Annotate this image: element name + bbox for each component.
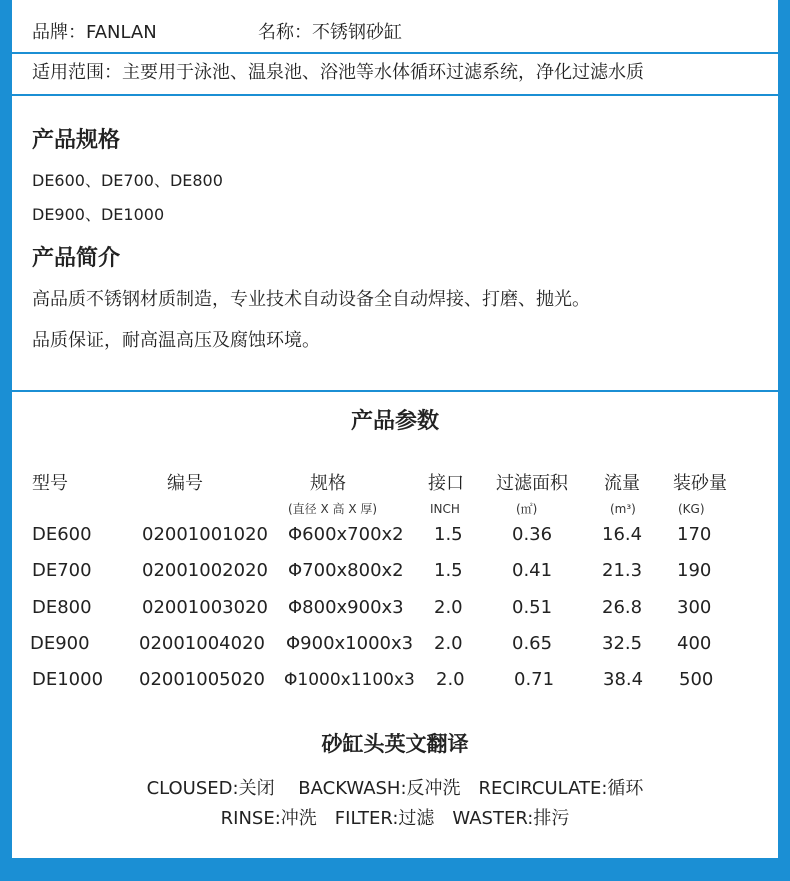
scope-text: 适用范围：主要用于泳池、温泉池、浴池等水体循环过滤系统，净化过滤水质 bbox=[32, 62, 644, 83]
table-cell: 1.5 bbox=[434, 524, 463, 545]
table-cell: 0.65 bbox=[512, 633, 553, 654]
table-cell: 0.36 bbox=[512, 524, 553, 545]
header-spec: 规格 bbox=[310, 473, 346, 494]
table-cell: 0.71 bbox=[514, 669, 555, 690]
table-cell: 500 bbox=[679, 669, 714, 690]
table-cell: 0.51 bbox=[512, 597, 553, 618]
table-cell: 2.0 bbox=[436, 669, 465, 690]
table-cell: 02001005020 bbox=[139, 669, 265, 690]
subheader-spec: (直径 X 高 X 厚) bbox=[288, 502, 378, 516]
product-sheet bbox=[12, 0, 778, 858]
params-title: 产品参数 bbox=[350, 409, 439, 434]
header-model: 型号 bbox=[32, 473, 68, 494]
header-port: 接口 bbox=[428, 473, 464, 494]
table-cell: 400 bbox=[677, 633, 712, 654]
intro-title: 产品简介 bbox=[32, 246, 121, 271]
translation-line-1: CLOUSED:关闭 BACKWASH:反冲洗 RECIRCULATE:循环 bbox=[146, 778, 644, 799]
table-cell: DE800 bbox=[32, 597, 92, 618]
header-filter-area: 过滤面积 bbox=[496, 473, 568, 494]
translation-line-2: RINSE:冲洗 FILTER:过滤 WASTER:排污 bbox=[220, 808, 570, 829]
table-cell: Φ1000x1100x3 bbox=[284, 670, 415, 690]
brand-text: 品牌：FANLAN bbox=[32, 22, 157, 43]
table-cell: Φ700x800x2 bbox=[288, 560, 404, 581]
table-cell: 170 bbox=[677, 524, 712, 545]
subheader-filter-area: (㎡) bbox=[516, 502, 538, 516]
intro-line-2: 品质保证，耐高温高压及腐蚀环境。 bbox=[32, 330, 320, 351]
table-cell: Φ900x1000x3 bbox=[286, 633, 414, 654]
specs-line-1: DE600、DE700、DE800 bbox=[32, 171, 223, 190]
table-cell: 1.5 bbox=[434, 560, 463, 581]
table-cell: DE1000 bbox=[32, 669, 104, 690]
table-cell: Φ600x700x2 bbox=[288, 524, 404, 545]
table-cell: 02001003020 bbox=[142, 597, 268, 618]
table-cell: DE900 bbox=[30, 633, 90, 654]
specs-line-2: DE900、DE1000 bbox=[32, 205, 165, 224]
table-cell: 190 bbox=[677, 560, 712, 581]
table-cell: 02001004020 bbox=[139, 633, 265, 654]
specs-title: 产品规格 bbox=[32, 128, 121, 153]
intro-line-1: 高品质不锈钢材质制造，专业技术自动设备全自动焊接、打磨、抛光。 bbox=[32, 289, 590, 310]
table-cell: Φ800x900x3 bbox=[288, 597, 404, 618]
header-code: 编号 bbox=[167, 473, 203, 494]
table-cell: 02001002020 bbox=[142, 560, 268, 581]
table-cell: 2.0 bbox=[434, 597, 463, 618]
divider bbox=[12, 94, 778, 96]
subheader-sand: (KG) bbox=[678, 502, 705, 516]
table-cell: 16.4 bbox=[602, 524, 643, 545]
product-name-text: 名称：不锈钢砂缸 bbox=[258, 22, 402, 43]
header-sand: 装砂量 bbox=[673, 473, 727, 494]
subheader-flow: (m³) bbox=[610, 502, 636, 516]
divider bbox=[12, 390, 778, 392]
table-cell: 38.4 bbox=[603, 669, 644, 690]
table-cell: 32.5 bbox=[602, 633, 643, 654]
table-cell: DE600 bbox=[32, 524, 92, 545]
translation-title: 砂缸头英文翻译 bbox=[321, 732, 469, 756]
divider bbox=[12, 52, 778, 54]
header-flow: 流量 bbox=[604, 473, 640, 494]
table-cell: 300 bbox=[677, 597, 712, 618]
table-cell: 26.8 bbox=[602, 597, 643, 618]
subheader-port: INCH bbox=[430, 502, 460, 516]
table-cell: DE700 bbox=[32, 560, 92, 581]
table-cell: 21.3 bbox=[602, 560, 643, 581]
table-cell: 0.41 bbox=[512, 560, 553, 581]
table-cell: 2.0 bbox=[434, 633, 463, 654]
table-cell: 02001001020 bbox=[142, 524, 268, 545]
